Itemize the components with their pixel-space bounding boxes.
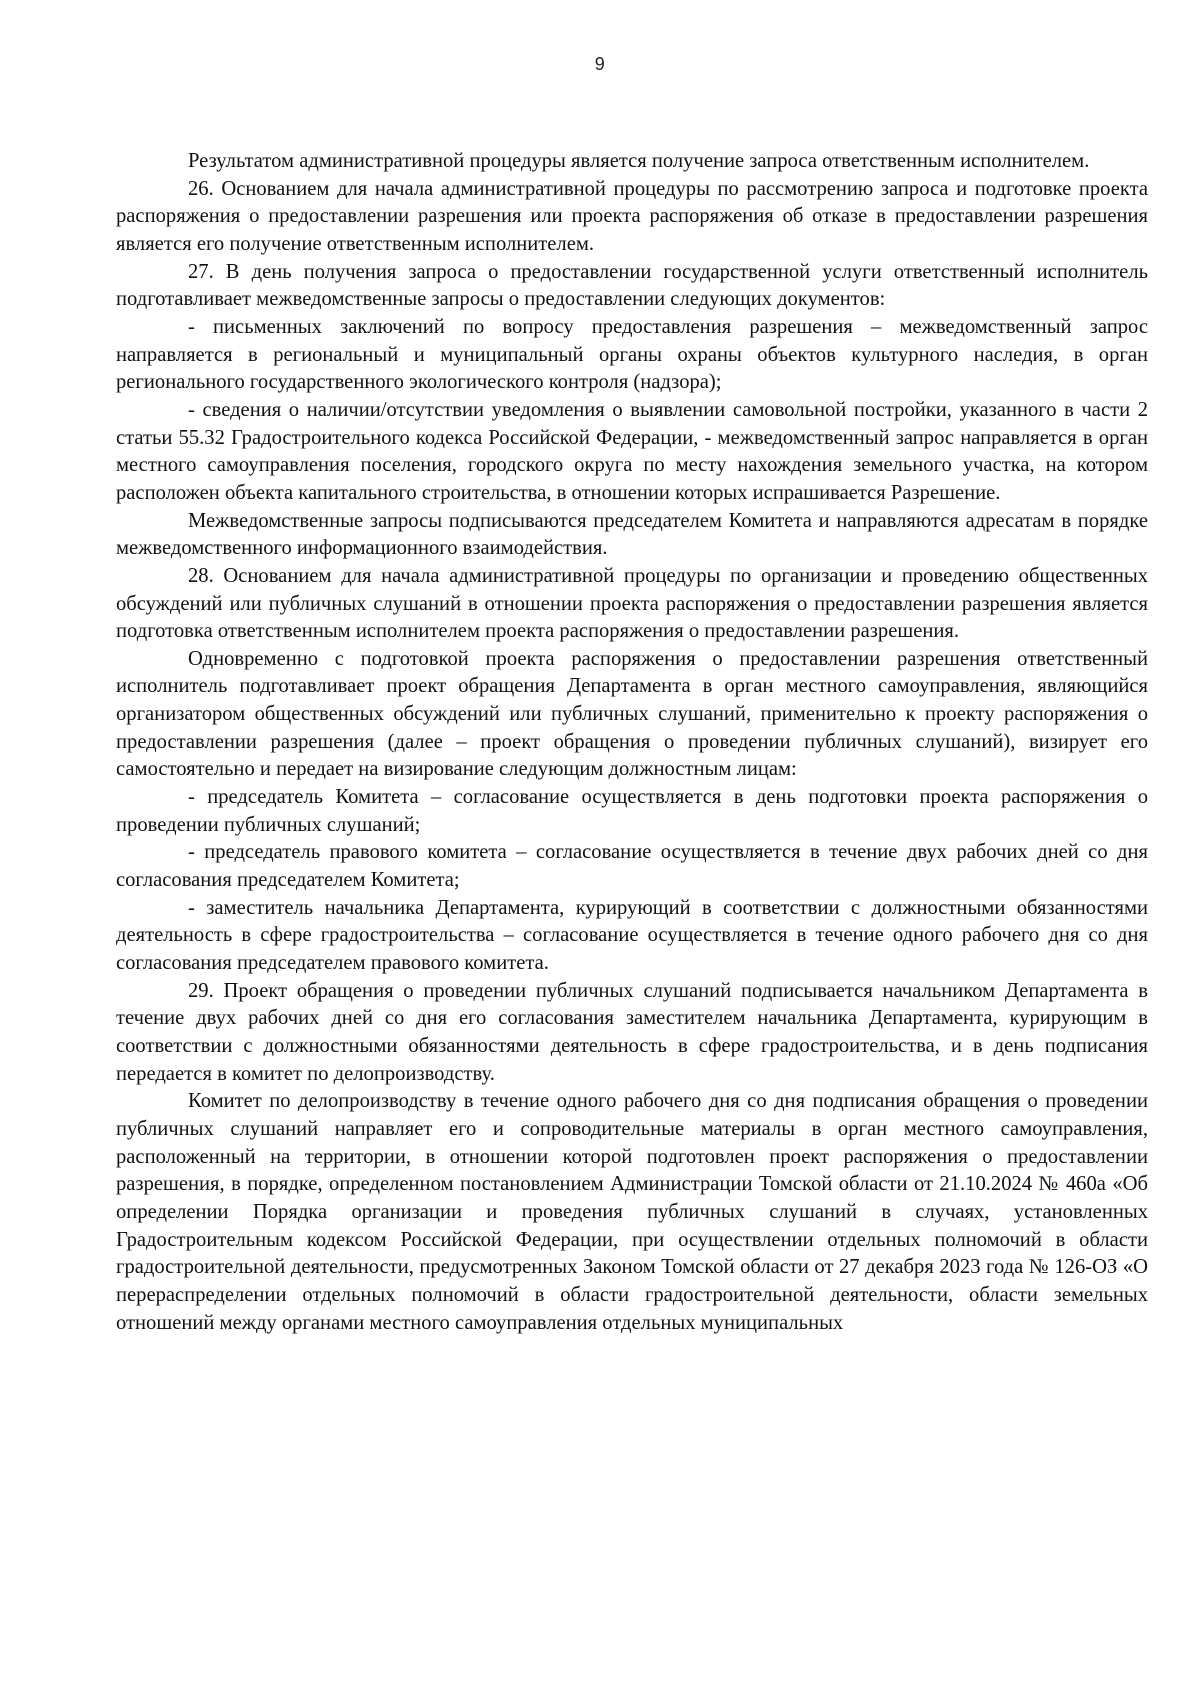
- list-item-legal-committee-chairman: - председатель правового комитета – согласование осуществляется в течение двух рабочих дней со дня согласования председателем Комитета;: [116, 841, 1148, 892]
- page-number: 9: [594, 54, 606, 74]
- paragraph-item-26: 26. Основанием для начала административной процедуры по рассмотрению запроса и подготовке проекта распоряжения о предоставлении разрешения или проекта распоряжения об отказе в предоставлении разрешения является его получение ответственным исполнителем.: [116, 177, 1148, 255]
- paragraph-interagency-requests-signing: Межведомственные запросы подписываются председателем Комитета и направляются адресатам в порядке межведомственного информационного взаимодействия.: [116, 509, 1148, 560]
- paragraph-simultaneous-preparation: Одновременно с подготовкой проекта распоряжения о предоставлении разрешения ответственный исполнитель подготавливает проект обращения Департамента в орган местного самоуправления, являющийся организатором общественных обсуждений или публичных слушаний, применительно к проекту распоряжения о предоставлении разрешения (далее – проект обращения о проведении публичных слушаний), визирует его самостоятельно и передает на визирование следующим должностным лицам:: [116, 647, 1148, 781]
- list-item-deputy-head: - заместитель начальника Департамента, курирующий в соответствии с должностными обязанностями деятельность в сфере градостроительства – согласование осуществляется в течение одного рабочего дня со дня согласования председателем правового комитета.: [116, 896, 1148, 975]
- paragraph-item-27: 27. В день получения запроса о предоставлении государственной услуги ответственный исполнитель подготавливает межведомственные запросы о предоставлении следующих документов:: [116, 260, 1148, 311]
- list-item-unauthorized-construction-info: - сведения о наличии/отсутствии уведомления о выявлении самовольной постройки, указанного в части 2 статьи 55.32 Градостроительного кодекса Российской Федерации, - межведомственный запрос направляется в орган местного самоуправления поселения, городского округа по месту нахождения земельного участка, на котором расположен объекта капитального строительства, в отношении которых испрашивается Разрешение.: [116, 398, 1148, 504]
- paragraph-procedure-result: Результатом административной процедуры является получение запроса ответственным исполнителем.: [188, 150, 1090, 172]
- paragraph-item-29: 29. Проект обращения о проведении публичных слушаний подписывается начальником Департамента в течение двух рабочих дней со дня его согласования заместителем начальника Департамента, курирующим в соответствии с должностными обязанностями деятельность в сфере градостроительства, и в день подписания передается в комитет по делопроизводству.: [116, 979, 1148, 1085]
- list-item-committee-chairman: - председатель Комитета – согласование осуществляется в день подготовки проекта распоряжения о проведении публичных слушаний;: [116, 786, 1148, 836]
- document-body: [116, 148, 1148, 1337]
- list-item-written-conclusions: - письменных заключений по вопросу предоставления разрешения – межведомственный запрос направляется в региональный и муниципальный органы охраны объектов культурного наследия, в орган регионального государственного экологического контроля (надзора);: [116, 315, 1148, 394]
- paragraph-item-28: 28. Основанием для начала административной процедуры по организации и проведению общественных обсуждений или публичных слушаний в отношении проекта распоряжения о предоставлении разрешения является подготовка ответственным исполнителем проекта распоряжения о предоставлении разрешения.: [116, 564, 1148, 643]
- paragraph-records-committee: Комитет по делопроизводству в течение одного рабочего дня со дня подписания обращения о проведении публичных слушаний направляет его и сопроводительные материалы в орган местного самоуправления, расположенный на территории, в отношении которой подготовлен проект распоряжения о предоставлении разрешения, в порядке, определенном постановлением Администрации Томской области от 21.10.2024 № 460а «Об определении Порядка организации и проведения публичных слушаний в случаях, установленных Градостроительным кодексом Российской Федерации, при осуществлении отдельных полномочий в области градостроительной деятельности, предусмотренных Законом Томской области от 27 декабря 2023 года № 126-ОЗ «О перераспределении отдельных полномочий в области градостроительной деятельности, области земельных отношений между органами местного самоуправления отдельных муниципальных: [116, 1090, 1148, 1334]
